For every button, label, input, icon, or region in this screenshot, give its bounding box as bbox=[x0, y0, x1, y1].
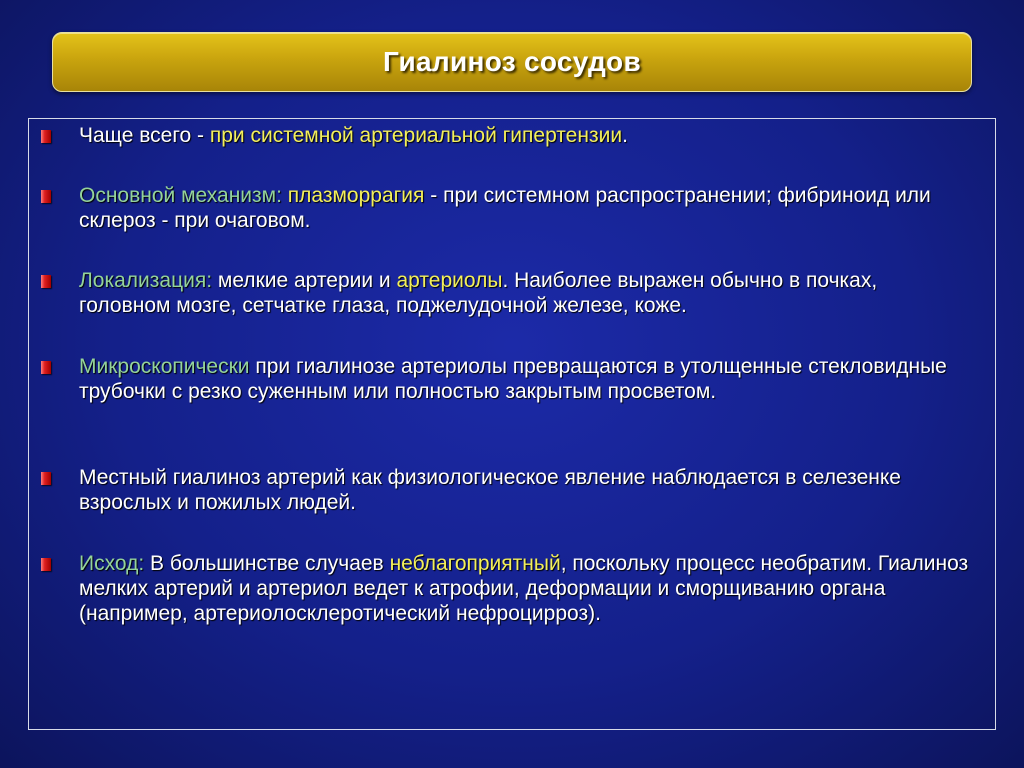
segment: - при системном распространении; фибриноид или склероз - при очаговом. bbox=[79, 184, 931, 232]
list-item-text bbox=[79, 268, 971, 318]
segment: Исход: bbox=[79, 552, 150, 575]
list-item-text bbox=[79, 183, 971, 233]
segment: Чаще всего - bbox=[79, 124, 210, 147]
segment: , поскольку процесс необратим. Гиалиноз мелких артерий и артериол ведет к атрофии, деформации и сморщиванию органа (например, артериолосклеротический нефроцирроз). bbox=[79, 552, 969, 625]
segment: Микроскопически bbox=[79, 355, 256, 378]
list-item bbox=[41, 268, 971, 318]
red-square-bullet-icon bbox=[41, 275, 51, 288]
segment: Локализация: bbox=[79, 269, 218, 292]
segment: . Наиболее выражен обычно в почках, головном мозге, сетчатке глаза, поджелудочной железе, коже. bbox=[79, 269, 878, 317]
list-item bbox=[41, 354, 971, 404]
segment: при гиалинозе артериолы превращаются в утолщенные стекловидные трубочки с резко суженным или полностью закрытым просветом. bbox=[79, 355, 947, 403]
list-item-text bbox=[79, 551, 971, 626]
list-item-text bbox=[79, 123, 971, 148]
slide-title: Гиалиноз сосудов bbox=[383, 46, 641, 77]
list-item-text bbox=[79, 465, 971, 515]
red-square-bullet-icon bbox=[41, 361, 51, 374]
list-item bbox=[41, 183, 971, 233]
segment: артериолы bbox=[396, 269, 503, 292]
list-item-text bbox=[79, 354, 971, 404]
segment: неблагоприятный bbox=[389, 552, 561, 575]
segment: плазморрагия bbox=[287, 184, 425, 207]
content-box bbox=[28, 118, 996, 730]
segment: В большинстве случаев bbox=[150, 552, 390, 575]
red-square-bullet-icon bbox=[41, 558, 51, 571]
list-item bbox=[41, 551, 971, 626]
list-item bbox=[41, 123, 971, 148]
segment: мелкие артерии и bbox=[217, 269, 397, 292]
list-item bbox=[41, 465, 971, 515]
segment: . bbox=[622, 124, 628, 147]
red-square-bullet-icon bbox=[41, 130, 51, 143]
segment: Местный гиалиноз артерий как физиологическое явление наблюдается в селезенке взрослых и пожилых людей. bbox=[79, 466, 901, 514]
red-square-bullet-icon bbox=[41, 190, 51, 203]
segment: при системной артериальной гипертензии bbox=[209, 124, 623, 147]
segment: Основной механизм: bbox=[79, 184, 288, 207]
red-square-bullet-icon bbox=[41, 472, 51, 485]
title-bar bbox=[52, 32, 972, 92]
